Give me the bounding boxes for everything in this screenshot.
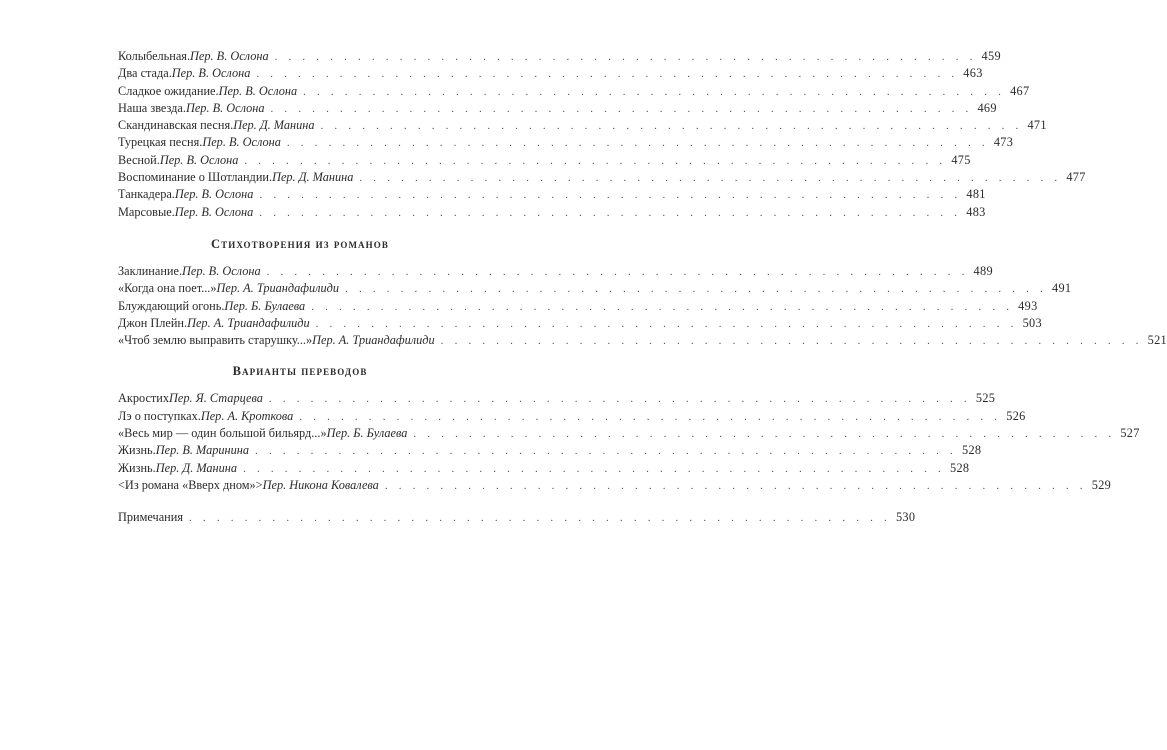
entry-translator: Пер. В. Ослона — [185, 100, 265, 115]
entry-translator: Пер. Б. Булаева — [326, 426, 408, 441]
entry-translator: Пер. А. Триандафилиди — [216, 281, 340, 296]
entry-page-number: 526 — [1006, 408, 1026, 423]
entry-translator: Пер. В. Ослона — [202, 135, 281, 150]
section-heading-variants: Варианты переводов — [232, 364, 368, 379]
dot-leader: . . . . . . . . . . . . . . . . . . . . . . . . . . . . . . . . . . . . . . . . . . . . . . . . . . . — [268, 393, 971, 406]
dot-leader: . . . . . . . . . . . . . . . . . . . . . . . . . . . . . . . . . . . . . . . . . . . . . . . . . . . — [259, 189, 962, 202]
entry-title: «Когда она поет...» — [118, 281, 217, 296]
entry-page-number: 483 — [966, 204, 986, 219]
dot-leader: . . . . . . . . . . . . . . . . . . . . . . . . . . . . . . . . . . . . . . . . . . . . . . . . . . . — [315, 317, 1018, 330]
toc-entry[interactable] — [118, 425, 1140, 442]
entry-title: Акростих — [118, 391, 170, 406]
entry-page-number: 463 — [963, 66, 983, 81]
toc-entry[interactable] — [118, 169, 1086, 186]
toc-entry[interactable] — [118, 460, 970, 477]
entry-title: «Чтоб землю выправить старушку...» — [118, 333, 313, 348]
entry-translator: Пер. Д. Манина — [155, 460, 238, 475]
entry-page-number: 469 — [977, 100, 997, 115]
entry-page-number: 528 — [950, 460, 970, 475]
entry-title: Блуждающий огонь. — [118, 298, 225, 313]
entry-translator: Пер. В. Ослона — [218, 83, 298, 98]
dot-leader: . . . . . . . . . . . . . . . . . . . . . . . . . . . . . . . . . . . . . . . . . . . . . . . . . . . — [320, 120, 1023, 133]
entry-translator: Пер. В. Маринина — [155, 443, 250, 458]
dot-leader: . . . . . . . . . . . . . . . . . . . . . . . . . . . . . . . . . . . . . . . . . . . . . . . . . . . — [359, 172, 1062, 185]
entry-translator: Пер. А. Кроткова — [200, 408, 294, 423]
dot-leader: . . . . . . . . . . . . . . . . . . . . . . . . . . . . . . . . . . . . . . . . . . . . . . . . . . . — [255, 445, 957, 458]
toc-entry[interactable] — [118, 117, 1047, 134]
entry-title: Воспоминание о Шотландии. — [118, 170, 273, 185]
toc-entry[interactable] — [118, 65, 983, 82]
entry-page-number: 475 — [951, 152, 971, 167]
entry-page-number: 489 — [973, 263, 993, 278]
entry-translator: Пер. В. Ослона — [174, 187, 254, 202]
toc-entry[interactable] — [118, 390, 996, 407]
toc-entry[interactable] — [118, 263, 993, 280]
toc-entry[interactable] — [118, 477, 1112, 494]
entry-title: <Из романа «Вверх дном»> — [118, 477, 263, 492]
entry-title: Жизнь. — [118, 460, 156, 475]
toc-group-poems — [118, 48, 1086, 221]
toc-entry[interactable] — [118, 83, 1030, 100]
entry-title: Наша звезда. — [118, 100, 186, 115]
entry-translator: Пер. Никона Ковалева — [262, 477, 379, 492]
entry-title: Два стада. — [118, 66, 172, 81]
entry-title: Лэ о поступках. — [118, 408, 201, 423]
entry-title: Турецкая песня. — [118, 135, 203, 150]
entry-title: Весной. — [118, 152, 160, 167]
entry-page-number: 527 — [1120, 426, 1140, 441]
toc-entry[interactable] — [118, 298, 1038, 315]
dot-leader: . . . . . . . . . . . . . . . . . . . . . . . . . . . . . . . . . . . . . . . . . . . . . . . . . . . — [244, 154, 947, 167]
toc-entry[interactable] — [118, 134, 1014, 151]
table-of-contents — [118, 48, 1167, 527]
entry-title: Заклинание. — [118, 263, 183, 278]
entry-translator: Пер. В. Ослона — [159, 152, 239, 167]
dot-leader: . . . . . . . . . . . . . . . . . . . . . . . . . . . . . . . . . . . . . . . . . . . . . . . . . . . — [413, 428, 1116, 441]
dot-leader: . . . . . . . . . . . . . . . . . . . . . . . . . . . . . . . . . . . . . . . . . . . . . . . . . . . — [189, 512, 891, 525]
toc-entry[interactable] — [118, 186, 986, 203]
dot-leader: . . . . . . . . . . . . . . . . . . . . . . . . . . . . . . . . . . . . . . . . . . . . . . . . . . . — [311, 300, 1014, 313]
toc-entry[interactable] — [118, 315, 1042, 332]
dot-leader: . . . . . . . . . . . . . . . . . . . . . . . . . . . . . . . . . . . . . . . . . . . . . . . . . . . — [299, 410, 1002, 423]
entry-title: Примечания — [118, 510, 184, 525]
entry-translator: Пер. А. Триандафилиди — [312, 333, 435, 348]
dot-leader: . . . . . . . . . . . . . . . . . . . . . . . . . . . . . . . . . . . . . . . . . . . . . . . . . . . — [256, 68, 959, 81]
entry-title: Джон Плейн. — [118, 315, 188, 330]
entry-page-number: 503 — [1022, 315, 1042, 330]
entry-title: Жизнь. — [118, 443, 156, 458]
dot-leader: . . . . . . . . . . . . . . . . . . . . . . . . . . . . . . . . . . . . . . . . . . . . . . . . . . . — [266, 265, 969, 278]
entry-translator: Пер. В. Ослона — [174, 204, 254, 219]
dot-leader: . . . . . . . . . . . . . . . . . . . . . . . . . . . . . . . . . . . . . . . . . . . . . . . . . . . — [303, 85, 1006, 98]
entry-page-number: 477 — [1066, 170, 1086, 185]
entry-page-number: 530 — [895, 510, 916, 525]
entry-page-number: 459 — [981, 49, 1001, 63]
toc-entry[interactable] — [118, 100, 997, 117]
dot-leader: . . . . . . . . . . . . . . . . . . . . . . . . . . . . . . . . . . . . . . . . . . . . . . . . . . . — [243, 462, 946, 475]
entry-translator: Пер. В. Ослона — [171, 66, 251, 81]
toc-entry[interactable] — [118, 408, 1026, 425]
dot-leader: . . . . . . . . . . . . . . . . . . . . . . . . . . . . . . . . . . . . . . . . . . . . . . . . . . . — [384, 479, 1087, 492]
entry-translator: Пер. В. Ослона — [182, 263, 261, 278]
entry-page-number: 481 — [966, 187, 986, 202]
toc-entry[interactable] — [118, 48, 1001, 65]
dot-leader: . . . . . . . . . . . . . . . . . . . . . . . . . . . . . . . . . . . . . . . . . . . . . . . . . . . — [259, 206, 962, 219]
section-heading-novels: Стихотворения из романов — [211, 236, 389, 251]
entry-translator: Пер. А. Триандафилиди — [187, 315, 310, 330]
dot-leader: . . . . . . . . . . . . . . . . . . . . . . . . . . . . . . . . . . . . . . . . . . . . . . . . . . . — [274, 51, 977, 63]
toc-entry[interactable] — [118, 442, 982, 459]
entry-translator: Пер. Д. Манина — [272, 170, 354, 185]
spacer — [118, 494, 482, 509]
entry-title: Марсовые. — [118, 204, 175, 219]
entry-title: Танкадера. — [118, 187, 175, 202]
entry-title: Сладкое ожидание. — [118, 83, 219, 98]
entry-page-number: 525 — [975, 391, 996, 406]
dot-leader: . . . . . . . . . . . . . . . . . . . . . . . . . . . . . . . . . . . . . . . . . . . . . . . . . . . — [286, 137, 989, 150]
toc-entry[interactable] — [118, 204, 986, 221]
entry-page-number: 493 — [1018, 298, 1038, 313]
entry-translator: Пер. Б. Булаева — [224, 298, 306, 313]
toc-entry[interactable] — [118, 332, 1167, 349]
toc-entry[interactable] — [118, 152, 971, 169]
toc-group-variants — [118, 390, 1140, 494]
entry-title: «Весь мир — один большой бильярд...» — [118, 426, 327, 441]
entry-title: Колыбельная. — [118, 49, 191, 63]
entry-page-number: 473 — [993, 135, 1014, 150]
entry-page-number: 528 — [962, 443, 982, 458]
entry-page-number: 491 — [1052, 281, 1072, 296]
entry-translator: Пер. Д. Манина — [233, 118, 315, 133]
toc-entry[interactable] — [118, 280, 1072, 297]
entry-page-number: 471 — [1027, 118, 1047, 133]
entry-translator: Пер. Я. Старцева — [169, 391, 263, 406]
entry-page-number: 521 — [1147, 333, 1167, 348]
dot-leader: . . . . . . . . . . . . . . . . . . . . . . . . . . . . . . . . . . . . . . . . . . . . . . . . . . . — [270, 102, 973, 115]
dot-leader: . . . . . . . . . . . . . . . . . . . . . . . . . . . . . . . . . . . . . . . . . . . . . . . . . . . — [440, 335, 1143, 348]
toc-entry-notes[interactable] — [118, 509, 916, 526]
dot-leader: . . . . . . . . . . . . . . . . . . . . . . . . . . . . . . . . . . . . . . . . . . . . . . . . . . . — [345, 283, 1047, 296]
toc-group-novels — [118, 263, 1167, 349]
entry-page-number: 467 — [1010, 83, 1030, 98]
entry-translator: Пер. В. Ослона — [190, 49, 269, 63]
entry-title: Скандинавская песня. — [118, 118, 234, 133]
entry-page-number: 529 — [1091, 477, 1112, 492]
